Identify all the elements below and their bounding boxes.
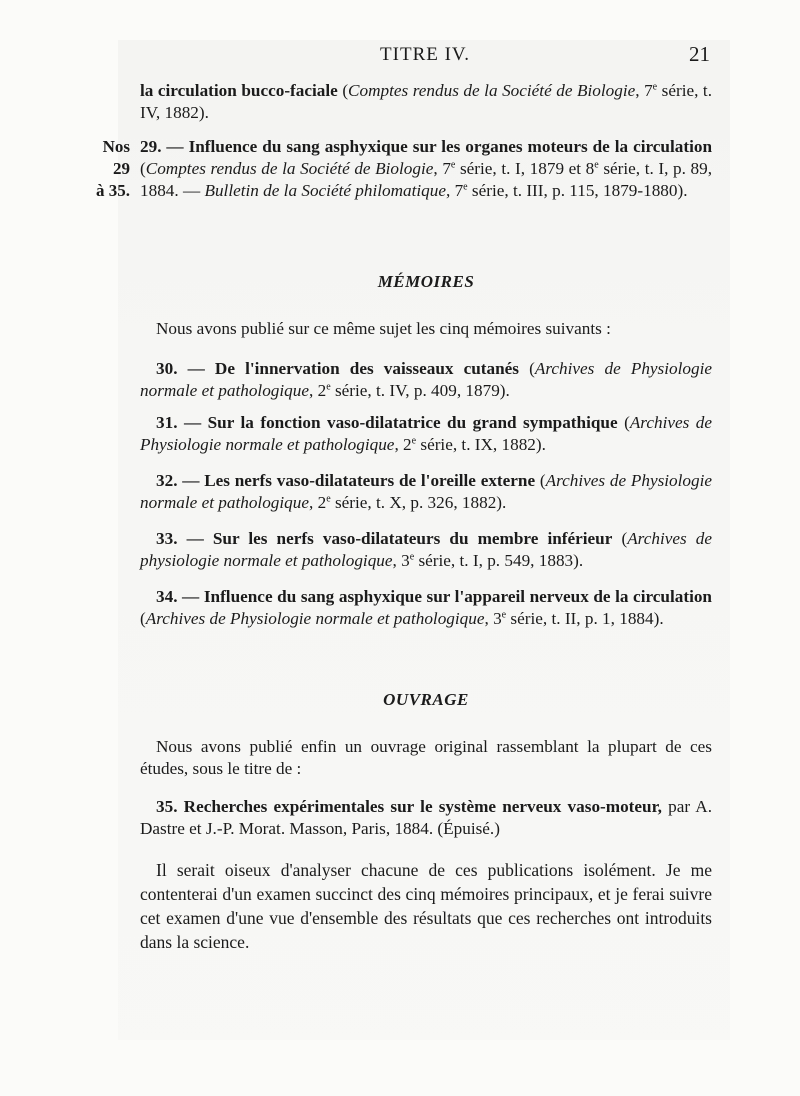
ref-text: , 7 <box>445 181 464 200</box>
margin-note-line: à 35. <box>96 181 130 200</box>
paren: ( <box>612 529 628 548</box>
source-title: Bulletin de la Société philomatique <box>204 181 446 200</box>
ref-text: , 2 <box>394 435 412 454</box>
memoires-intro: Nous avons publié sur ce même sujet les cinq mémoires suivants : <box>156 319 611 338</box>
section-heading-memoires: MÉMOIRES <box>377 272 475 291</box>
entry-34 <box>140 586 712 630</box>
page-number: 21 <box>689 42 710 66</box>
source-title: Archives de Physiologie normale et pathologique <box>140 359 712 400</box>
entry-title: la circulation bucco-faciale <box>140 81 338 100</box>
ref-text: série, t. I, p. 89, 1884. — <box>140 159 712 200</box>
superscript: e <box>326 493 331 505</box>
entry-29 <box>140 136 712 202</box>
margin-note <box>84 136 130 202</box>
source-title: Archives de Physiologie normale et pathologique <box>140 413 712 454</box>
superscript: e <box>326 381 331 393</box>
source-title: Archives de Physiologie normale et pathologique <box>140 471 712 512</box>
entry-33 <box>140 528 712 572</box>
entry-31 <box>140 412 712 456</box>
source-title: Comptes rendus de la Société de Biologie <box>145 159 434 178</box>
entry-title: 32. — Les nerfs vaso-dilatateurs de l'oreille externe <box>156 471 536 490</box>
entry-35 <box>140 796 712 840</box>
ref-text: par A. Dastre et J.-P. Morat. Masson, Paris, 1884. (Épuisé.) <box>140 797 712 838</box>
paren: ( <box>140 159 146 178</box>
entry-title: 31. — Sur la fonction vaso-dilatatrice du grand sympathique <box>156 413 618 432</box>
ref-text: série, t. I, 1879 et 8 <box>455 159 595 178</box>
entry-title: 33. — Sur les nerfs vaso-dilatateurs du membre inférieur <box>156 529 613 548</box>
ref-text: série, t. X, p. 326, 1882). <box>330 493 507 512</box>
ref-text: série, t. II, p. 1, 1884). <box>506 609 664 628</box>
section-heading-ouvrage: OUVRAGE <box>383 690 469 709</box>
source-title: Archives de Physiologie normale et pathologique <box>145 609 485 628</box>
superscript: e <box>409 551 415 563</box>
closing-paragraph: Il serait oiseux d'analyser chacune de ces publications isolément. Je me contenterai d'un examen succinct des cinq mémoires principaux, et je ferai suivre cet examen d'une vue d'ensemble des résultats que ces recherches ont introduits dans la science. <box>140 860 712 952</box>
superscript: e <box>463 181 468 193</box>
ref-text: série, t. I, p. 549, 1883). <box>414 551 584 570</box>
ref-text: série, t. IV, 1882). <box>140 81 713 122</box>
ref-text: , 7 <box>635 81 653 100</box>
paren: ( <box>617 413 630 432</box>
margin-note-line: Nos 29 <box>102 137 130 178</box>
entry-title: 29. — Influence du sang asphyxique sur les organes moteurs de la circulation <box>140 137 712 156</box>
ref-text: , 3 <box>484 609 502 628</box>
entry-30 <box>140 358 712 402</box>
ref-text: série, t. III, p. 115, 1879-1880). <box>467 181 688 200</box>
running-title: TITRE IV. <box>380 44 470 65</box>
paren: ( <box>140 609 146 628</box>
superscript: e <box>594 159 599 171</box>
superscript: e <box>411 435 417 447</box>
ref-text: , 2 <box>309 381 327 400</box>
page-header <box>140 42 710 68</box>
superscript: e <box>652 81 658 93</box>
source-title: Comptes rendus de la Société de Biologie <box>348 81 636 100</box>
entry-title: 35. Recherches expérimentales sur le système nerveux vaso-moteur, <box>156 797 662 816</box>
paren: ( <box>337 81 349 100</box>
paren: ( <box>535 471 546 490</box>
ref-text: , 3 <box>392 551 410 570</box>
source-title: Archives de physiologie normale et pathologique <box>140 529 712 570</box>
carryover-entry <box>140 80 712 124</box>
superscript: e <box>501 609 507 621</box>
ref-text: série, t. IV, p. 409, 1879). <box>330 381 510 400</box>
ref-text: , 2 <box>309 493 327 512</box>
paren: ( <box>519 359 535 378</box>
superscript: e <box>450 159 456 171</box>
ouvrage-intro: Nous avons publié enfin un ouvrage original rassemblant la plupart de ces études, sous le titre de : <box>140 737 712 778</box>
entry-title: 30. — De l'innervation des vaisseaux cutanés <box>156 359 519 378</box>
ref-text: , 7 <box>433 159 451 178</box>
entry-32 <box>140 470 712 514</box>
ref-text: série, t. IX, 1882). <box>416 435 546 454</box>
entry-title: 34. — Influence du sang asphyxique sur l'appareil nerveux de la circulation <box>156 587 712 606</box>
